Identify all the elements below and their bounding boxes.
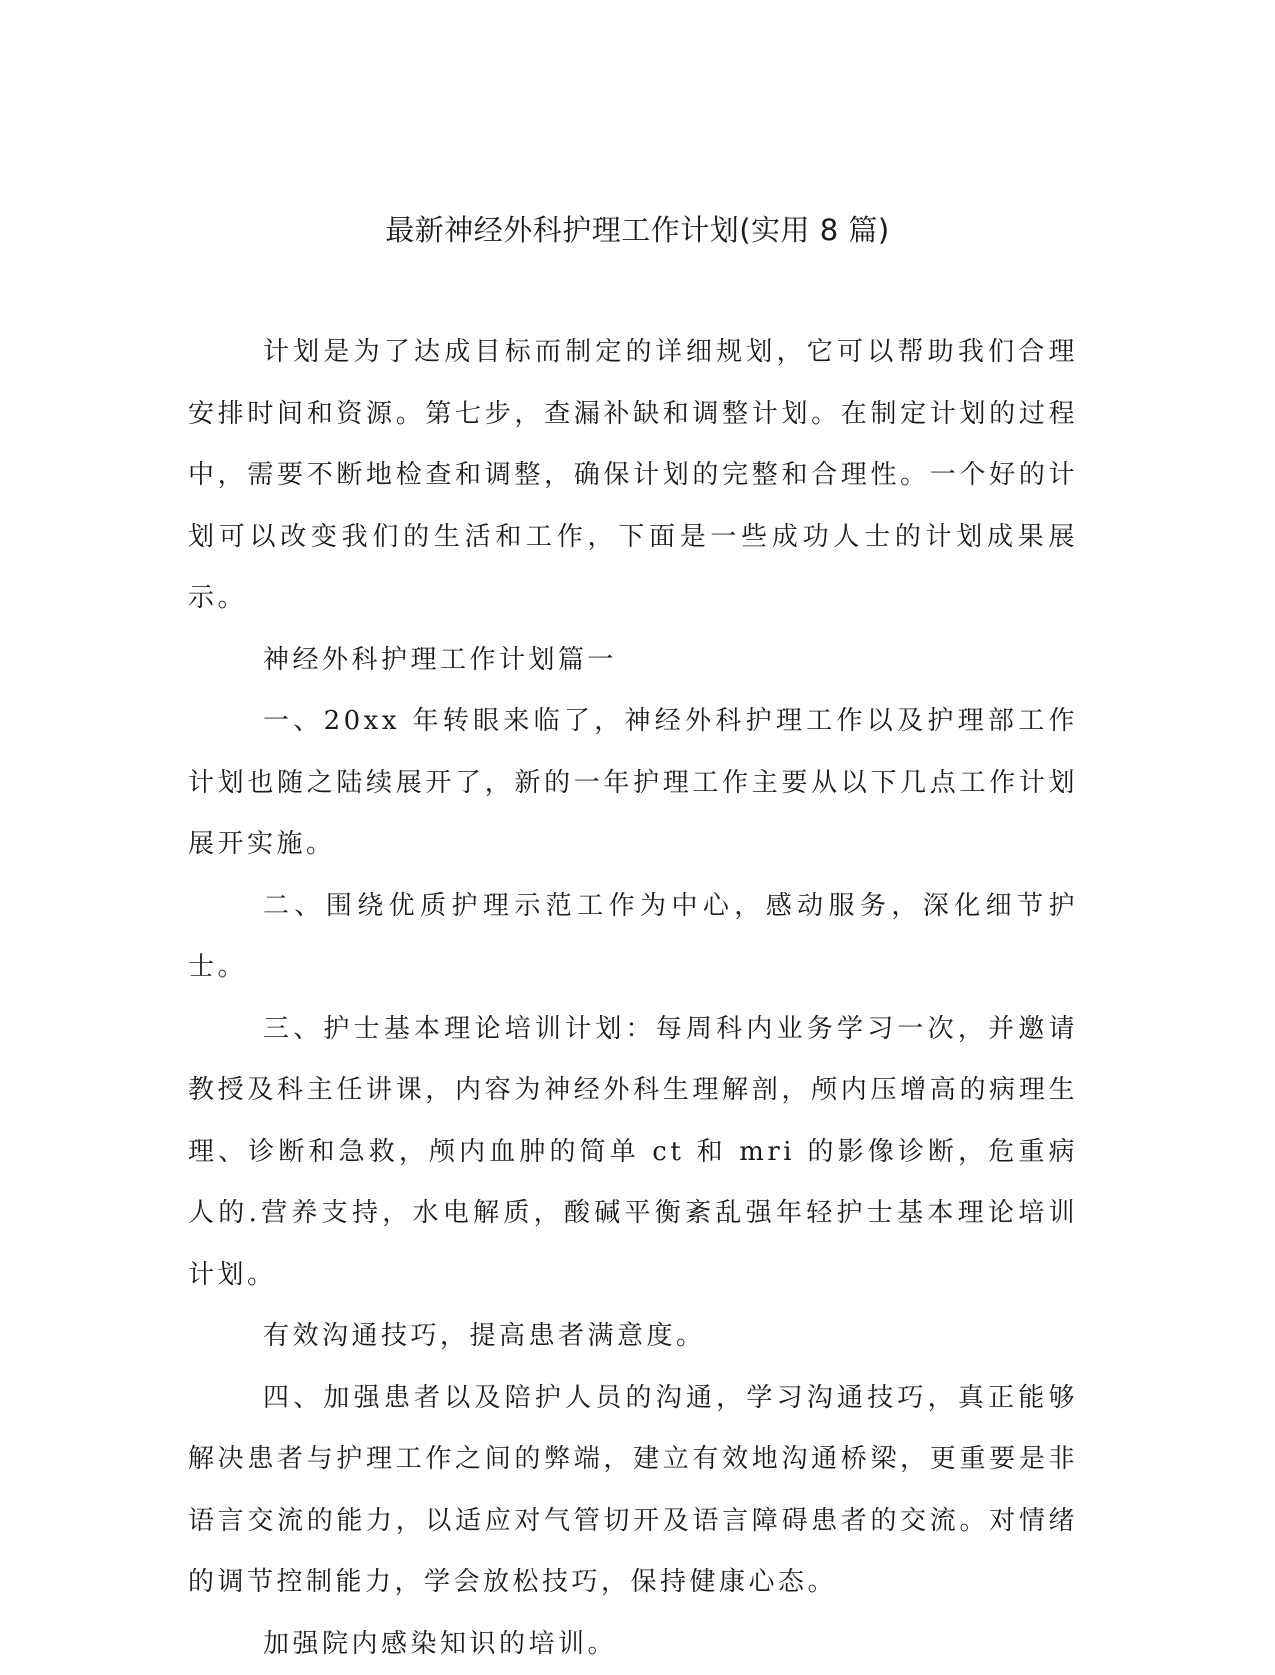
paragraph-intro: 计划是为了达成目标而制定的详细规划，它可以帮助我们合理安排时间和资源。第七步，查漏补缺和调整计划。在制定计划的过程中，需要不断地检查和调整，确保计划的完整和合理性。一个好的计划可以改变我们的生活和工作，下面是一些成功人士的计划成果展示。: [188, 322, 1078, 630]
paragraph-item-2: 二、围绕优质护理示范工作为中心，感动服务，深化细节护士。: [188, 876, 1078, 999]
section-heading: 神经外科护理工作计划篇一: [188, 630, 1078, 692]
document-body: [188, 322, 1078, 1675]
paragraph-item-1: 一、20xx 年转眼来临了，神经外科护理工作以及护理部工作计划也随之陆续展开了，新的一年护理工作主要从以下几点工作计划展开实施。: [188, 691, 1078, 876]
paragraph-subheading-communication: 有效沟通技巧，提高患者满意度。: [188, 1306, 1078, 1368]
paragraph-subheading-infection: 加强院内感染知识的培训。: [188, 1614, 1078, 1675]
paragraph-item-4: 四、加强患者以及陪护人员的沟通，学习沟通技巧，真正能够解决患者与护理工作之间的弊端，建立有效地沟通桥梁，更重要是非语言交流的能力，以适应对气管切开及语言障碍患者的交流。对情绪的调节控制能力，学会放松技巧，保持健康心态。: [188, 1368, 1078, 1614]
document-title: 最新神经外科护理工作计划(实用 8 篇): [0, 210, 1275, 250]
paragraph-item-3: 三、护士基本理论培训计划：每周科内业务学习一次，并邀请教授及科主任讲课，内容为神经外科生理解剖，颅内压增高的病理生理、诊断和急救，颅内血肿的简单 ct 和 mri 的影像诊断，危重病人的.营养支持，水电解质，酸碱平衡紊乱强年轻护士基本理论培训计划。: [188, 999, 1078, 1307]
